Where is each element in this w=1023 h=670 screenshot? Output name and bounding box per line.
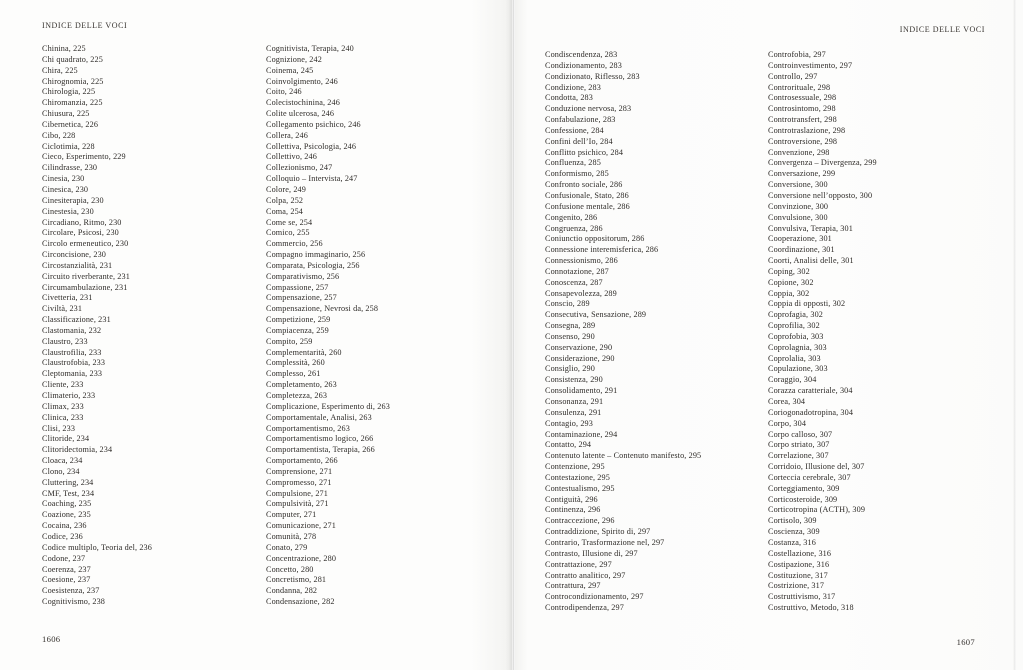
index-entry: Contrattazione, 297 (545, 559, 612, 569)
index-entry: Coraggio, 304 (768, 375, 817, 385)
index-entry: Contatto, 294 (545, 440, 592, 450)
index-entry: Concetto, 280 (266, 564, 314, 574)
index-entry: Coriogonadotropina, 304 (768, 407, 854, 417)
index-entry: Circostanzialità, 231 (42, 260, 113, 270)
index-entry: Contenuto latente – Contenuto manifesto, 295 (545, 451, 702, 461)
index-entry: Climaterio, 233 (42, 391, 96, 400)
index-entry: Contrasto, Illusione di, 297 (545, 548, 638, 558)
index-entry: Colecistochinina, 246 (266, 98, 340, 108)
index-entry: Cleptomania, 233 (42, 369, 103, 379)
index-entry: Continenza, 296 (545, 505, 601, 515)
index-entry: Coscienza, 309 (768, 527, 820, 537)
index-entry: Contaminazione, 294 (545, 429, 618, 439)
index-entry: Collezionismo, 247 (266, 163, 333, 173)
index-entry: Cinestesia, 230 (42, 206, 94, 216)
index-entry: Controtraslazione, 298 (768, 125, 846, 135)
index-entry: Claustro, 233 (42, 336, 88, 346)
index-entry: Conversazione, 299 (768, 169, 836, 179)
index-entry: Costruttivo, Metodo, 318 (768, 603, 854, 613)
index-entry: Considerazione, 290 (545, 353, 615, 363)
index-entry: Collegamento psichico, 246 (266, 119, 361, 129)
index-entry: Costituzione, 317 (768, 570, 828, 580)
index-entry: Coping, 302 (768, 266, 810, 276)
index-entry: Contenzione, 295 (545, 462, 605, 472)
index-entry: Cocaina, 236 (42, 521, 87, 531)
index-entry: Clinica, 233 (42, 412, 84, 422)
index-entry: Circoncisione, 230 (42, 250, 107, 260)
page-edge-shadow (1013, 0, 1016, 670)
index-entry: Cloaca, 234 (42, 456, 83, 466)
index-entry: Collera, 246 (266, 130, 308, 140)
index-entry: Coesione, 237 (42, 575, 91, 585)
index-entry: Controinvestimento, 297 (768, 60, 853, 70)
index-entry: Comparata, Psicologia, 256 (266, 260, 360, 270)
index-entry: Conscio, 289 (545, 299, 590, 309)
index-entry: Condensazione, 282 (266, 597, 335, 607)
index-entry: Chi quadrato, 225 (42, 54, 103, 64)
index-entry: Chiusura, 225 (42, 109, 90, 119)
index-entry: Concentrazione, 280 (266, 553, 337, 563)
index-entry: Coazione, 235 (42, 510, 91, 520)
index-column-3 (545, 50, 767, 614)
index-entry: Coerenza, 237 (42, 564, 91, 574)
index-entry: Comportamentismo logico, 266 (266, 434, 374, 444)
index-entry: Consapevolezza, 289 (545, 288, 617, 298)
index-entry: Chirologia, 225 (42, 87, 96, 97)
index-entry: Conversione nell’opposto, 300 (768, 190, 873, 200)
index-entry: Clisi, 233 (42, 423, 76, 433)
index-entry: CMF, Test, 234 (42, 488, 95, 498)
index-entry: Chinina, 225 (42, 44, 86, 53)
index-entry: Connotazione, 287 (545, 266, 609, 276)
index-entry: Consolidamento, 291 (545, 386, 618, 396)
index-entry: Confabulazione, 283 (545, 115, 616, 125)
index-entry: Corpo striato, 307 (768, 440, 830, 450)
index-entry: Compulsione, 271 (266, 488, 328, 498)
index-entry: Coorti, Analisi delle, 301 (768, 256, 854, 266)
index-entry: Connessionismo, 286 (545, 256, 618, 266)
index-entry: Controcondizionamento, 297 (545, 592, 644, 602)
index-entry: Compromesso, 271 (266, 477, 332, 487)
index-entry: Clono, 234 (42, 466, 80, 476)
index-entry: Circolare, Psicosi, 230 (42, 228, 119, 238)
index-entry: Consiglio, 290 (545, 364, 595, 374)
index-entry: Consenso, 290 (545, 331, 595, 341)
index-entry: Controsintomo, 298 (768, 104, 836, 114)
index-entry: Controllo, 297 (768, 71, 818, 81)
index-entry: Confronto sociale, 286 (545, 180, 623, 190)
index-entry: Comportamentista, Terapia, 266 (266, 445, 375, 455)
index-entry: Coma, 254 (266, 206, 304, 216)
index-column-2 (266, 44, 496, 608)
index-entry: Compiacenza, 259 (266, 325, 329, 335)
index-entry: Circolo ermeneutico, 230 (42, 239, 129, 249)
index-entry: Coprofobia, 303 (768, 331, 824, 341)
index-entry: Contratto analitico, 297 (545, 570, 626, 580)
index-entry: Congruenza, 286 (545, 223, 603, 233)
index-entry: Colloquio – Intervista, 247 (266, 174, 358, 184)
index-entry: Complicazione, Esperimento di, 263 (266, 401, 390, 411)
index-entry: Cliente, 233 (42, 380, 84, 390)
index-entry: Comportamentale, Analisi, 263 (266, 412, 372, 422)
index-entry: Correlazione, 307 (768, 451, 829, 461)
index-entry: Completamento, 263 (266, 380, 337, 390)
index-entry: Consecutiva, Sensazione, 289 (545, 310, 647, 320)
index-entry: Comportamentismo, 263 (266, 423, 350, 433)
index-entry: Classificazione, 231 (42, 315, 111, 325)
index-entry: Corticosteroide, 309 (768, 494, 838, 504)
index-entry: Clitoridectomia, 234 (42, 445, 113, 455)
index-entry: Conoscenza, 287 (545, 277, 603, 287)
index-entry: Codice, 236 (42, 531, 83, 541)
index-entry: Complementarità, 260 (266, 347, 342, 357)
index-entry: Coaching, 235 (42, 499, 92, 509)
index-entry: Contagio, 293 (545, 418, 593, 428)
index-entry: Controdipendenza, 297 (545, 603, 624, 613)
index-entry: Condizionamento, 283 (545, 60, 622, 70)
index-entry: Confini dell’Io, 284 (545, 136, 613, 146)
index-entry: Congenito, 286 (545, 212, 598, 222)
index-entry: Conservazione, 290 (545, 342, 613, 352)
index-entry: Compagno immaginario, 256 (266, 250, 366, 260)
index-entry: Condizione, 283 (545, 82, 601, 92)
index-entry: Comprensione, 271 (266, 466, 333, 476)
index-entry: Civiltà, 231 (42, 304, 83, 314)
index-entry: Comico, 255 (266, 228, 310, 238)
index-entry: Cognitivismo, 238 (42, 597, 105, 607)
index-entry: Corridoio, Illusione del, 307 (768, 462, 865, 472)
index-entry: Condiscendenza, 283 (545, 50, 618, 59)
index-entry: Costipazione, 316 (768, 559, 830, 569)
index-entry: Coprofagia, 302 (768, 310, 824, 320)
index-entry: Costruttivismo, 317 (768, 592, 836, 602)
index-entry: Connessione interemisferica, 286 (545, 245, 659, 255)
index-entry: Clastomania, 232 (42, 325, 102, 335)
index-entry: Contrattura, 297 (545, 581, 601, 591)
index-entry: Civetteria, 231 (42, 293, 93, 303)
index-entry: Colore, 249 (266, 184, 306, 194)
index-entry: Consonanza, 291 (545, 397, 604, 406)
index-entry: Coppia, 302 (768, 288, 810, 298)
index-entry: Conato, 279 (266, 542, 308, 552)
index-entry: Consulenza, 291 (545, 407, 602, 417)
index-entry: Concretismo, 281 (266, 575, 327, 585)
page-number-right: 1607 (956, 637, 975, 647)
index-entry: Contiguità, 296 (545, 494, 598, 504)
index-entry: Condizionato, Riflesso, 283 (545, 71, 640, 81)
index-entry: Compulsività, 271 (266, 499, 329, 509)
index-entry: Condanna, 282 (266, 586, 318, 596)
index-entry: Collettivo, 246 (266, 152, 317, 162)
index-entry: Convulsiva, Terapia, 301 (768, 223, 853, 233)
index-entry: Cieco, Esperimento, 229 (42, 152, 126, 162)
index-entry: Cibo, 228 (42, 130, 76, 140)
index-entry: Compensazione, Nevrosi da, 258 (266, 304, 379, 314)
page-right (515, 0, 1023, 670)
index-entry: Corteggiamento, 309 (768, 483, 840, 493)
index-entry: Conformismo, 285 (545, 169, 609, 179)
index-entry: Contrario, Trasformazione nel, 297 (545, 537, 665, 547)
index-column-1 (42, 44, 264, 608)
index-entry: Claustrofobia, 233 (42, 358, 106, 368)
index-entry: Chirognomia, 225 (42, 76, 104, 86)
index-entry: Corazza caratteriale, 304 (768, 386, 853, 396)
index-entry: Circuito riverberante, 231 (42, 271, 130, 281)
index-entry: Colpa, 252 (266, 195, 304, 205)
index-entry: Cinesiterapia, 230 (42, 195, 104, 205)
index-entry: Comparativismo, 256 (266, 271, 340, 281)
index-entry: Condotta, 283 (545, 93, 593, 103)
index-entry: Cilindrasse, 230 (42, 163, 98, 173)
index-entry: Colite ulcerosa, 246 (266, 109, 335, 119)
index-entry: Completezza, 263 (266, 391, 328, 400)
index-entry: Costrizione, 317 (768, 581, 825, 591)
index-entry: Circadiano, Ritmo, 230 (42, 217, 122, 227)
index-entry: Costellazione, 316 (768, 548, 832, 558)
index-entry: Cognitivista, Terapia, 240 (266, 44, 354, 53)
index-entry: Convenzione, 298 (768, 147, 830, 157)
index-entry: Controtransfert, 298 (768, 115, 837, 125)
index-entry: Coprolagnia, 303 (768, 342, 827, 352)
index-entry: Corpo, 304 (768, 418, 807, 428)
index-entry: Compassione, 257 (266, 282, 329, 292)
index-entry: Coppia di opposti, 302 (768, 299, 846, 309)
index-entry: Complesso, 261 (266, 369, 321, 379)
index-entry: Cinesica, 230 (42, 184, 89, 194)
index-column-4 (768, 50, 1008, 614)
index-entry: Ciclotimia, 228 (42, 141, 95, 151)
index-entry: Cognizione, 242 (266, 54, 322, 64)
index-entry: Cibernetica, 226 (42, 119, 99, 129)
index-entry: Climax, 233 (42, 401, 84, 411)
index-entry: Commercio, 256 (266, 239, 323, 249)
index-entry: Consegna, 289 (545, 321, 596, 331)
index-entry: Contraccezione, 296 (545, 516, 615, 526)
index-entry: Coniunctio oppositorum, 286 (545, 234, 645, 244)
index-entry: Convergenza – Divergenza, 299 (768, 158, 877, 168)
index-entry: Conduzione nervosa, 283 (545, 104, 632, 114)
index-entry: Complessità, 260 (266, 358, 325, 368)
index-entry: Clitoride, 234 (42, 434, 90, 444)
index-entry: Confessione, 284 (545, 125, 604, 135)
index-entry: Competizione, 259 (266, 315, 331, 325)
index-entry: Cortisolo, 309 (768, 516, 817, 526)
index-entry: Contestazione, 295 (545, 472, 610, 482)
index-entry: Coito, 246 (266, 87, 302, 97)
index-entry: Conflitto psichico, 284 (545, 147, 624, 157)
index-entry: Controrituale, 298 (768, 82, 831, 92)
index-entry: Computer, 271 (266, 510, 317, 520)
index-entry: Convulsione, 300 (768, 212, 828, 222)
index-entry: Corticotropina (ACTH), 309 (768, 505, 866, 515)
index-entry: Controversione, 298 (768, 136, 838, 146)
index-entry: Copulazione, 303 (768, 364, 828, 374)
index-entry: Corea, 304 (768, 397, 806, 406)
index-entry: Cooperazione, 301 (768, 234, 832, 244)
index-entry: Corteccia cerebrale, 307 (768, 472, 851, 482)
index-entry: Circumambulazione, 231 (42, 282, 128, 292)
index-entry: Comportamento, 266 (266, 456, 338, 466)
index-entry: Coprofilia, 302 (768, 321, 820, 331)
index-entry: Copione, 302 (768, 277, 814, 287)
index-entry: Chira, 225 (42, 65, 78, 75)
index-entry: Collettiva, Psicologia, 246 (266, 141, 357, 151)
index-entry: Comunità, 278 (266, 531, 317, 541)
index-entry: Controsessuale, 298 (768, 93, 837, 103)
index-entry: Compensazione, 257 (266, 293, 337, 303)
index-entry: Comunicazione, 271 (266, 521, 336, 531)
index-entry: Confusionale, Stato, 286 (545, 190, 629, 200)
index-entry: Codone, 237 (42, 553, 86, 563)
index-entry: Confusione mentale, 286 (545, 201, 630, 211)
index-entry: Contraddizione, Spirito di, 297 (545, 527, 651, 537)
index-entry: Compito, 259 (266, 336, 313, 346)
page-number-left: 1606 (42, 634, 61, 644)
running-header-left: INDICE DELLE VOCI (42, 21, 128, 30)
index-entry: Controfobia, 297 (768, 50, 826, 59)
index-entry: Consistenza, 290 (545, 375, 603, 385)
index-entry: Come se, 254 (266, 217, 313, 227)
index-entry: Coordinazione, 301 (768, 245, 835, 255)
index-entry: Claustrofilia, 233 (42, 347, 102, 357)
index-entry: Cinesia, 230 (42, 174, 85, 184)
index-entry: Conversione, 300 (768, 180, 828, 190)
index-entry: Coinema, 245 (266, 65, 314, 75)
running-header-right: INDICE DELLE VOCI (899, 25, 985, 34)
index-entry: Coesistenza, 237 (42, 586, 100, 596)
index-entry: Costanza, 316 (768, 537, 816, 547)
index-entry: Coprolalia, 303 (768, 353, 821, 363)
index-entry: Convinzione, 300 (768, 201, 829, 211)
index-entry: Coinvolgimento, 246 (266, 76, 338, 86)
index-entry: Codice multiplo, Teoria del, 236 (42, 542, 152, 552)
index-entry: Contestualismo, 295 (545, 483, 615, 493)
index-entry: Chiromanzia, 225 (42, 98, 103, 108)
index-entry: Cluttering, 234 (42, 477, 94, 487)
index-entry: Corpo calloso, 307 (768, 429, 833, 439)
index-entry: Confluenza, 285 (545, 158, 601, 168)
